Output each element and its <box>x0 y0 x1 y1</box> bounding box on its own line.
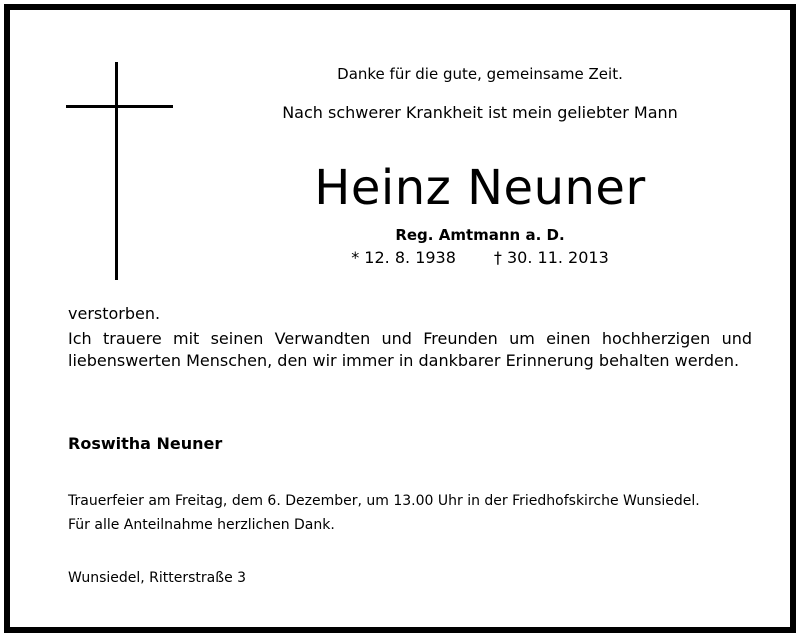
birth-date: * 12. 8. 1938 <box>351 248 456 267</box>
thanks-line: Danke für die gute, gemeinsame Zeit. <box>337 65 623 83</box>
deceased-title: Reg. Amtmann a. D. <box>395 226 565 244</box>
funeral-info: Trauerfeier am Freitag, dem 6. Dezember, um 13.00 Uhr in der Friedhofskirche Wunsiedel. <box>68 493 700 509</box>
thanks-note: Für alle Anteilnahme herzlichen Dank. <box>68 517 335 533</box>
cross-horizontal-bar <box>66 105 173 108</box>
life-dates <box>265 248 695 267</box>
address: Wunsiedel, Ritterstraße 3 <box>68 570 247 586</box>
signature-name: Roswitha Neuner <box>68 434 223 453</box>
death-date: † 30. 11. 2013 <box>493 248 609 267</box>
deceased-name: Heinz Neuner <box>314 160 646 216</box>
announcement-line: Nach schwerer Krankheit ist mein geliebter Mann <box>282 103 678 122</box>
mourning-paragraph: Ich trauere mit seinen Verwandten und Freunden um einen hochherzigen und liebenswerten Menschen, den wir immer in dankbarer Erinnerung behalten werden. <box>68 329 752 370</box>
obituary-frame <box>4 4 796 633</box>
cross-vertical-bar <box>115 62 118 280</box>
passed-away-text: verstorben. <box>68 304 161 323</box>
